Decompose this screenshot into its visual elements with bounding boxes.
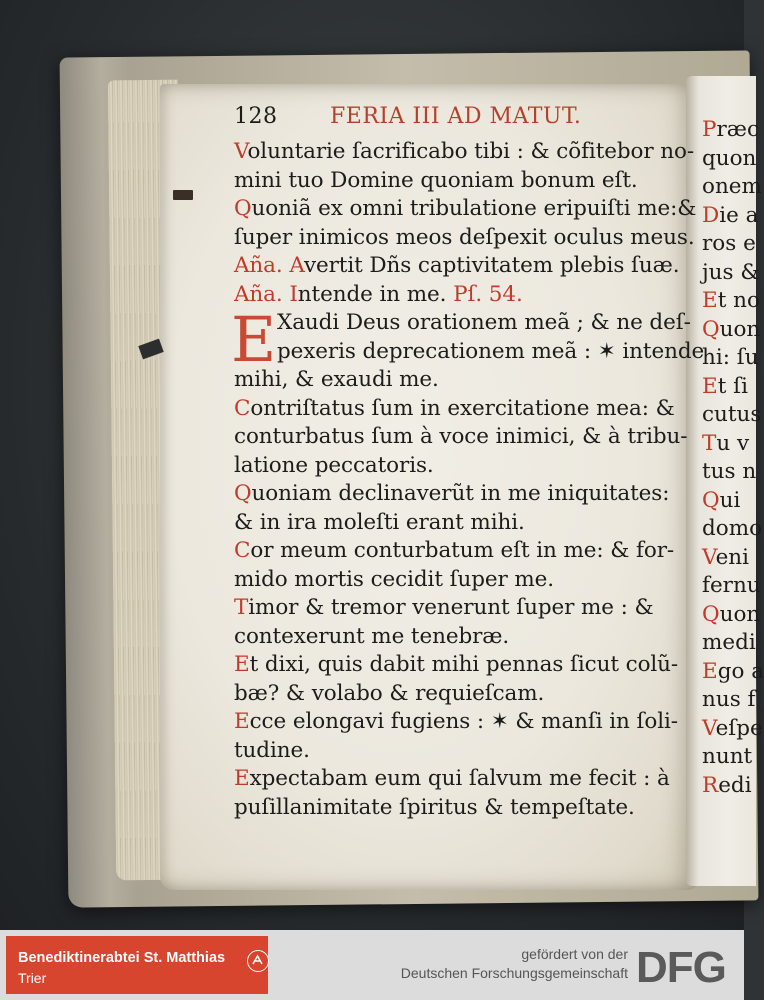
recto-line <box>702 401 764 430</box>
recto-line <box>702 145 764 174</box>
line-text: jus & <box>702 259 760 285</box>
line-text: eſpe <box>715 715 763 741</box>
line-text: domo <box>702 516 763 541</box>
recto-line <box>702 202 764 231</box>
rubric-initial: D <box>702 202 720 228</box>
recto-line <box>702 658 764 687</box>
verse-line <box>234 680 694 709</box>
line-text: uon <box>719 316 761 342</box>
line-text: vertit Dñs captivitatem plebis ſuæ. <box>303 253 680 278</box>
psalm-opening <box>231 303 705 395</box>
psalm-verses <box>234 395 694 823</box>
line-text: edi <box>718 772 752 798</box>
verse-line <box>234 480 694 509</box>
recto-line <box>702 344 764 373</box>
line-text: ui <box>719 487 741 513</box>
recto-line <box>702 572 764 601</box>
funding-note: gefördert von der <box>521 946 628 962</box>
line-text: nunt <box>702 744 753 769</box>
line-text: uoniã ex omni tribulatione eripuiſti me:& <box>251 196 697 221</box>
funding-organisation: Deutschen Forschungsgemeinschaft <box>400 965 628 981</box>
line-text: imor & tremor venerunt ſuper me : & <box>248 595 654 620</box>
antiphon-rubric: Aña. <box>234 281 290 307</box>
page-text <box>231 104 705 822</box>
rubric-initial: A <box>289 253 304 278</box>
verse-line <box>234 537 694 566</box>
verse-line <box>234 423 694 452</box>
verse-line <box>234 395 694 424</box>
opening-verses <box>234 138 697 309</box>
bookmark-tab <box>173 190 193 200</box>
line-text: hi: ſu <box>702 345 759 370</box>
rubric-initial: I <box>289 281 298 307</box>
text-line <box>234 281 694 310</box>
line-text: quon <box>702 145 757 171</box>
recto-line <box>702 458 764 487</box>
text-line <box>234 252 694 281</box>
drop-cap: E <box>231 303 277 376</box>
recto-line <box>702 259 764 288</box>
line-text: tus n <box>702 459 757 484</box>
line-text: latione peccatoris. <box>234 452 434 478</box>
verse-line <box>234 566 694 595</box>
rubric-initial: R <box>702 772 719 798</box>
recto-line <box>702 686 764 715</box>
rubric-initial: Q <box>234 481 252 506</box>
line-text: mido mortis cecidit ſuper me. <box>234 566 555 592</box>
line-text: mini tuo Domine quoniam bonum eſt. <box>234 167 638 193</box>
line-text: t dixi, quis dabit mihi pennas ſicut colũ- <box>249 652 679 677</box>
line-text: oluntarie ſacrificabo tibi : & cõfitebor no- <box>247 139 695 164</box>
rubric-initial: E <box>234 709 250 734</box>
verse-line <box>234 452 694 481</box>
line-text: tudine. <box>234 737 310 763</box>
rubric-initial: C <box>234 395 251 421</box>
verse-line <box>234 765 694 794</box>
verse-line <box>234 594 694 623</box>
recto-line <box>702 715 764 744</box>
recto-line <box>702 743 764 772</box>
rubric-initial: V <box>234 139 248 164</box>
page-header <box>234 104 694 138</box>
institution-name: Benediktinerabtei St. Matthias <box>18 950 226 966</box>
rubric-initial: C <box>234 538 251 563</box>
line-text: cutus <box>702 402 762 427</box>
text-line <box>234 167 694 196</box>
rubric-initial: P <box>702 117 717 142</box>
recto-line <box>702 487 764 516</box>
line-text: xpectabam eum qui ſalvum me fecit : à <box>249 766 670 791</box>
line-text: fernu <box>702 573 761 598</box>
text-line <box>234 138 694 167</box>
line-text: & in ira moleſti erant mihi. <box>234 509 525 535</box>
line-text: eni <box>715 544 750 570</box>
recto-line <box>702 772 764 801</box>
text-line <box>234 224 694 253</box>
rubric-initial: Q <box>702 316 720 342</box>
recto-text-fragments <box>702 116 764 800</box>
rubric-initial: V <box>702 715 716 741</box>
line-text: t ſi <box>717 373 749 399</box>
line-text: or meum conturbatum eſt in me: & for- <box>250 538 675 563</box>
recto-line <box>702 373 764 402</box>
recto-line <box>702 116 764 145</box>
line-text: uoniam declinaverũt in me iniquitates: <box>251 481 670 506</box>
line-text: conturbatus ſum à voce inimici, & à tribu- <box>234 424 688 449</box>
psalm-line: pexeris deprecationem meã : ✶ intende <box>277 338 705 364</box>
text-line <box>234 195 697 224</box>
recto-line <box>702 629 764 658</box>
verse-line <box>234 509 694 538</box>
rubric-initial: Q <box>702 487 720 513</box>
psalm-line: Xaudi Deus orationem meã ; & ne deſ- <box>277 310 691 335</box>
line-text: medi <box>702 630 756 655</box>
line-text: ontriſtatus ſum in exercitatione mea: & <box>250 395 675 421</box>
dfg-logo-icon[interactable] <box>636 942 736 992</box>
running-head: FERIA III AD MATUT. <box>330 104 582 129</box>
rubric-initial: T <box>234 595 249 620</box>
rubric-initial: T <box>702 430 717 456</box>
line-text: ie a <box>719 202 759 228</box>
verse-line <box>234 708 694 737</box>
verse-line <box>234 794 694 823</box>
line-text: nus f <box>702 687 756 712</box>
line-text: ntende in me. <box>297 281 454 307</box>
rubric-initial: E <box>702 373 718 399</box>
recto-line <box>702 515 764 544</box>
line-text: contexerunt me tenebræ. <box>234 623 510 649</box>
line-text: cce elongavi fugiens : ✶ & manſi in ſoli- <box>249 709 678 734</box>
rubric-initial: Q <box>702 601 720 627</box>
recto-line <box>702 173 764 202</box>
verse-line <box>234 623 694 652</box>
recto-line <box>702 230 764 259</box>
svg-text:DFG: DFG <box>636 943 726 992</box>
line-text: puſillanimitate ſpiritus & tempeſtate. <box>234 794 635 820</box>
footer-banner <box>0 930 744 1000</box>
recto-line <box>702 601 764 630</box>
rubric-initial: E <box>702 658 718 684</box>
recto-line <box>702 287 764 316</box>
line-text: ros e <box>702 231 756 256</box>
recto-line <box>702 544 764 573</box>
line-text: t no <box>717 288 760 313</box>
institution-box[interactable] <box>6 936 268 994</box>
recto-line <box>702 430 764 459</box>
rubric-initial: E <box>234 652 250 677</box>
psalm-line: mihi, & exaudi me. <box>234 367 439 392</box>
institution-city: Trier <box>18 970 47 986</box>
rubric-initial: V <box>702 544 716 570</box>
line-text: ræc <box>716 117 759 142</box>
line-text: ſuper inimicos meos deſpexit oculus meus. <box>234 224 695 250</box>
psalm-reference: Pſ. 54. <box>453 281 523 307</box>
rubric-initial: Q <box>234 196 252 221</box>
verse-line <box>234 651 694 680</box>
rubric-initial: E <box>702 288 718 313</box>
line-text: bæ? & volabo & requieſcam. <box>234 680 545 706</box>
line-text: onem <box>702 174 762 199</box>
antiphon-rubric: Aña. <box>234 253 290 278</box>
recto-line <box>702 316 764 345</box>
line-text: go a <box>717 658 764 684</box>
rubric-initial: E <box>234 766 250 791</box>
line-text: u v <box>716 430 750 456</box>
line-text: uon <box>719 601 761 627</box>
abbey-logo-icon <box>247 950 269 972</box>
page-number: 128 <box>234 104 278 129</box>
verse-line <box>234 737 694 766</box>
